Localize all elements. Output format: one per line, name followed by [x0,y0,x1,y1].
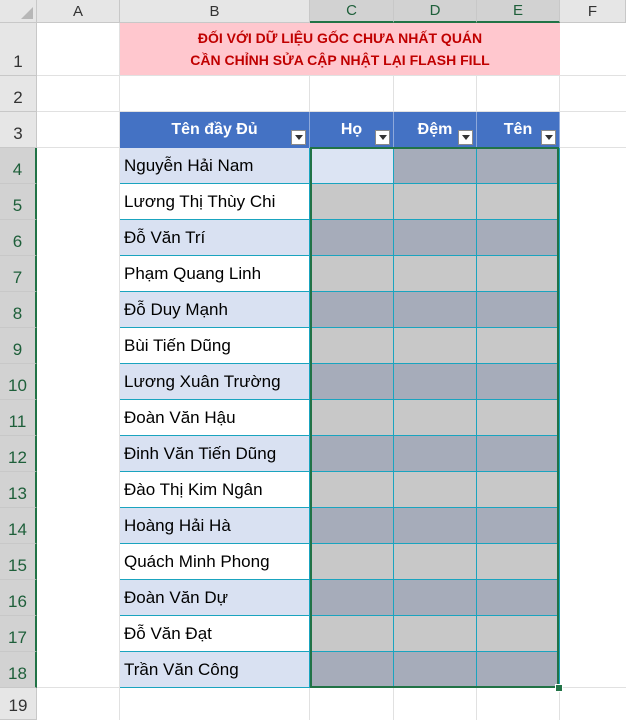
row-header-5[interactable]: 5 [0,184,37,220]
column-header-e[interactable]: E [477,0,560,23]
cell-middle-name[interactable] [394,184,477,220]
cell-last-name[interactable] [310,436,394,472]
cell-first-name[interactable] [477,220,560,256]
row-header-2[interactable]: 2 [0,76,37,112]
row-header-16[interactable]: 16 [0,580,37,616]
header-middle-name-label: Đệm [417,121,453,138]
cell-last-name[interactable] [310,580,394,616]
title-line-1: ĐỐI VỚI DỮ LIỆU GỐC CHƯA NHẤT QUÁN [197,30,483,46]
filter-dropdown-icon[interactable] [541,130,556,145]
cell-last-name[interactable] [310,508,394,544]
filter-dropdown-icon[interactable] [291,130,306,145]
row-header-17[interactable]: 17 [0,616,37,652]
cell-middle-name[interactable] [394,400,477,436]
cell-full-name[interactable]: Đoàn Văn Dự [120,580,310,616]
filter-dropdown-icon[interactable] [375,130,390,145]
cell-full-name[interactable]: Đỗ Duy Mạnh [120,292,310,328]
cell-first-name[interactable] [477,148,560,184]
cell-middle-name[interactable] [394,220,477,256]
cell-middle-name[interactable] [394,508,477,544]
title-banner[interactable] [120,23,560,75]
cell-full-name[interactable]: Đỗ Văn Đạt [120,616,310,652]
cell-last-name[interactable] [310,256,394,292]
cell-full-name[interactable]: Đinh Văn Tiến Dũng [120,436,310,472]
column-header-a[interactable]: A [37,0,120,23]
header-last-name-label: Họ [340,121,363,138]
cell-last-name[interactable] [310,472,394,508]
column-header-c[interactable]: C [310,0,394,23]
cell-middle-name[interactable] [394,256,477,292]
cell-full-name[interactable]: Đỗ Văn Trí [120,220,310,256]
cell-last-name[interactable] [310,184,394,220]
cell-first-name[interactable] [477,580,560,616]
header-full-name[interactable] [120,112,310,148]
header-first-name-label: Tên [503,121,533,138]
header-first-name[interactable] [477,112,560,148]
column-header-f[interactable]: F [560,0,626,23]
row-header-10[interactable]: 10 [0,364,37,400]
cell-middle-name[interactable] [394,364,477,400]
header-middle-name[interactable] [394,112,477,148]
cell-first-name[interactable] [477,328,560,364]
row-header-14[interactable]: 14 [0,508,37,544]
cell-middle-name[interactable] [394,580,477,616]
cell-first-name[interactable] [477,652,560,688]
column-header-d[interactable]: D [394,0,477,23]
cell-first-name[interactable] [477,400,560,436]
cell-first-name[interactable] [477,508,560,544]
cell-first-name[interactable] [477,616,560,652]
title-line-2: CẦN CHỈNH SỬA CẬP NHẬT LẠI FLASH FILL [190,52,490,68]
cell-last-name[interactable] [310,400,394,436]
cell-full-name[interactable]: Quách Minh Phong [120,544,310,580]
cell-middle-name[interactable] [394,292,477,328]
cell-first-name[interactable] [477,472,560,508]
row-header-13[interactable]: 13 [0,472,37,508]
row-header-8[interactable]: 8 [0,292,37,328]
cell-last-name[interactable] [310,652,394,688]
header-full-name-label: Tên đầy Đủ [171,121,258,138]
cell-full-name[interactable]: Phạm Quang Linh [120,256,310,292]
cell-first-name[interactable] [477,292,560,328]
row-header-9[interactable]: 9 [0,328,37,364]
row-header-4[interactable]: 4 [0,148,37,184]
select-all-corner[interactable] [0,0,37,23]
cell-middle-name[interactable] [394,616,477,652]
cell-last-name[interactable] [310,616,394,652]
cell-last-name[interactable] [310,328,394,364]
cell-full-name[interactable]: Đoàn Văn Hậu [120,400,310,436]
cell-first-name[interactable] [477,256,560,292]
cell-middle-name[interactable] [394,436,477,472]
cell-last-name[interactable] [310,364,394,400]
cell-last-name[interactable] [310,544,394,580]
cell-first-name[interactable] [477,436,560,472]
row-header-18[interactable]: 18 [0,652,37,688]
cell-middle-name[interactable] [394,328,477,364]
header-last-name[interactable] [310,112,394,148]
cell-middle-name[interactable] [394,148,477,184]
filter-dropdown-icon[interactable] [458,130,473,145]
row-header-3[interactable]: 3 [0,112,37,148]
cell-last-name[interactable] [310,292,394,328]
row-header-1[interactable]: 1 [0,23,37,76]
cell-full-name[interactable]: Hoàng Hải Hà [120,508,310,544]
cell-full-name[interactable]: Lương Thị Thùy Chi [120,184,310,220]
fill-handle[interactable] [555,684,563,692]
cell-full-name[interactable]: Bùi Tiến Dũng [120,328,310,364]
cell-full-name[interactable]: Trần Văn Công [120,652,310,688]
cell-full-name[interactable]: Đào Thị Kim Ngân [120,472,310,508]
cell-middle-name[interactable] [394,544,477,580]
row-header-12[interactable]: 12 [0,436,37,472]
row-header-6[interactable]: 6 [0,220,37,256]
cell-last-name[interactable] [310,220,394,256]
cell-first-name[interactable] [477,364,560,400]
cell-middle-name[interactable] [394,472,477,508]
cell-full-name[interactable]: Lương Xuân Trường [120,364,310,400]
cell-middle-name[interactable] [394,652,477,688]
column-header-b[interactable]: B [120,0,310,23]
row-header-7[interactable]: 7 [0,256,37,292]
cell-first-name[interactable] [477,184,560,220]
cell-first-name[interactable] [477,544,560,580]
cell-full-name[interactable]: Nguyễn Hải Nam [120,148,310,184]
row-header-15[interactable]: 15 [0,544,37,580]
row-header-11[interactable]: 11 [0,400,37,436]
cell-last-name[interactable] [310,148,394,184]
row-header-19[interactable]: 19 [0,688,37,720]
